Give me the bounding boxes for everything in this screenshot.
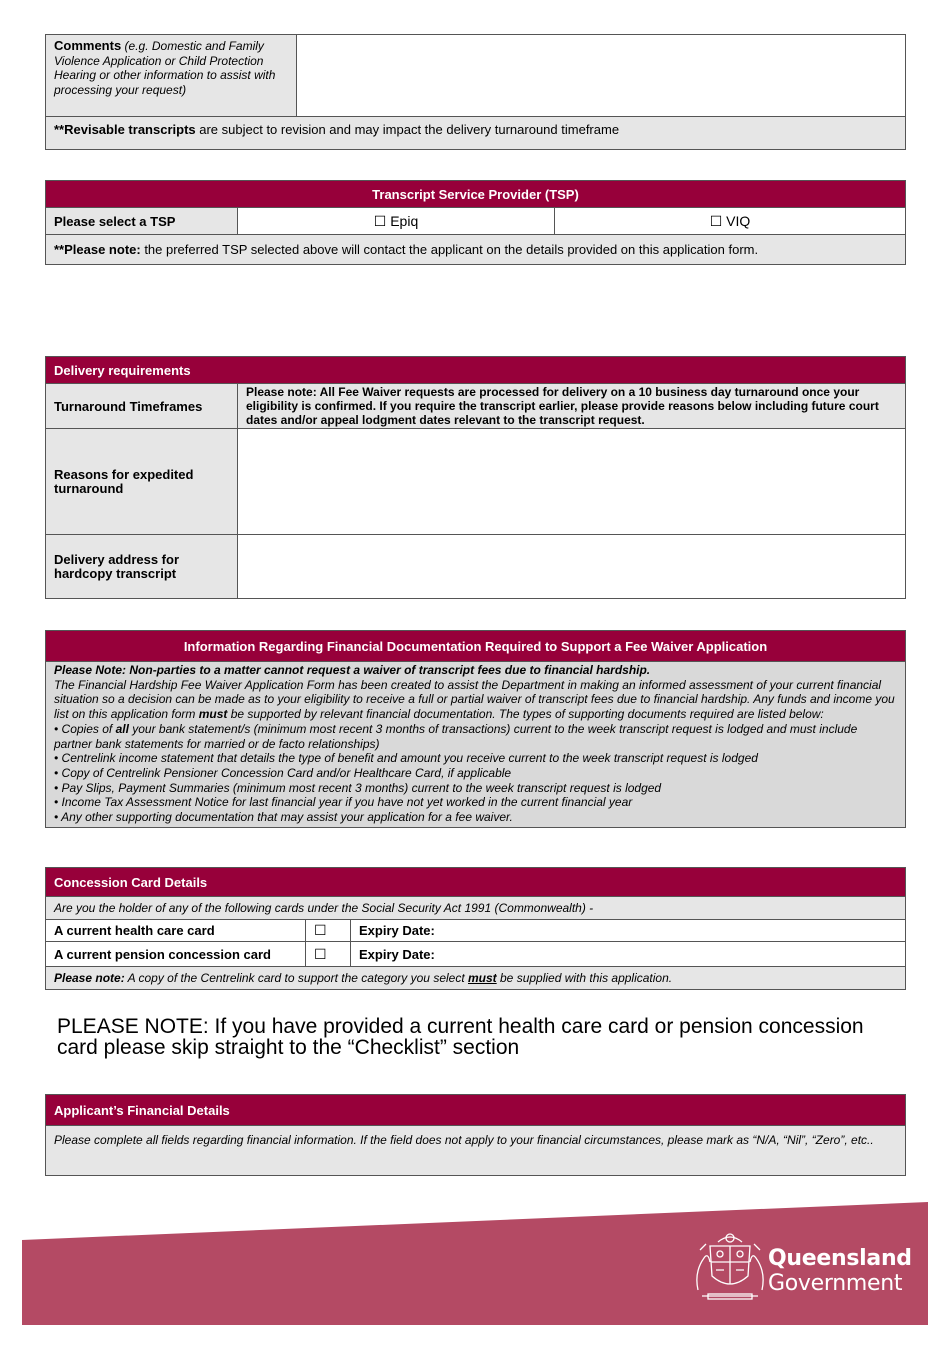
turnaround-note: Please note: All Fee Waiver requests are processed for delivery on a 10 business day turnaround once your eligibility is confirmed. If you require the transcript earlier, please provide reasons below including future court dates and/or appeal lodgment dates relevant to the transcript request. bbox=[238, 384, 906, 429]
concession-note bbox=[46, 967, 906, 990]
applicant-financial-instructions: Please complete all fields regarding financial information. If the field does not apply to your financial circumstances, please mark as “N/A, “Nil”, “Zero”, etc.. bbox=[46, 1126, 906, 1176]
qld-brand bbox=[768, 1246, 912, 1296]
info-bullet: • Any other supporting documentation that may assist your application for a fee waiver. bbox=[54, 810, 513, 825]
concession-table bbox=[45, 867, 906, 990]
applicant-financial-header: Applicant’s Financial Details bbox=[46, 1095, 906, 1126]
revisable-note bbox=[46, 117, 906, 150]
info-paragraph bbox=[54, 678, 897, 722]
concession-note-must: must bbox=[468, 971, 497, 985]
info-bullet-1a: • Copies of bbox=[54, 721, 116, 736]
skip-to-checklist-note: PLEASE NOTE: If you have provided a current health care card or pension concession card please skip straight to the “Checklist” section bbox=[57, 1015, 864, 1059]
comments-input[interactable] bbox=[297, 35, 906, 117]
delivery-table bbox=[45, 356, 906, 599]
comments-hint: (e.g. Domestic and Family Violence Application or Child Protection Hearing or other information to assist with processing your request) bbox=[54, 39, 276, 97]
reasons-label: Reasons for expedited turnaround bbox=[46, 429, 238, 535]
info-paragraph-a: The Financial Hardship Fee Waiver Application Form has been created to assist the Department in making an informed assessment of your current financial situation so a decision can be made as to your eligibility to receive a full or partial waiver of transcript fees due to financial hardship. Any funds and income you list on this application form bbox=[54, 677, 895, 722]
health-card-label: A current health care card bbox=[46, 920, 306, 942]
address-input[interactable] bbox=[238, 535, 906, 599]
health-card-checkbox[interactable]: ☐ bbox=[306, 920, 351, 942]
tsp-header: Transcript Service Provider (TSP) bbox=[46, 181, 906, 208]
tsp-option-viq[interactable]: ☐ VIQ bbox=[555, 208, 906, 235]
pension-card-label: A current pension concession card bbox=[46, 942, 306, 967]
info-paragraph-must: must bbox=[198, 707, 228, 722]
tsp-option-epiq[interactable]: ☐ Epiq bbox=[238, 208, 555, 235]
reasons-input[interactable] bbox=[238, 429, 906, 535]
pension-card-checkbox[interactable]: ☐ bbox=[306, 942, 351, 967]
revisable-note-bold: **Revisable transcripts bbox=[54, 122, 196, 137]
info-paragraph-b: be supported by relevant financial documentation. The types of supporting documents required are listed below: bbox=[227, 707, 824, 722]
financial-info-table bbox=[45, 630, 906, 828]
qld-brand-line2: Government bbox=[768, 1271, 903, 1296]
info-bullet: • Income Tax Assessment Notice for last financial year if you have not yet worked in the current financial year bbox=[54, 795, 633, 810]
info-bullet bbox=[54, 722, 897, 751]
tsp-note-bold: **Please note: bbox=[54, 242, 141, 257]
non-parties-note: Please Note: Non-parties to a matter cannot request a waiver of transcript fees due to financial hardship. bbox=[54, 663, 651, 677]
comments-label: Comments bbox=[54, 38, 122, 53]
health-card-expiry[interactable]: Expiry Date: bbox=[351, 920, 906, 942]
financial-info-body bbox=[46, 662, 906, 828]
address-label: Delivery address for hardcopy transcript bbox=[46, 535, 238, 599]
turnaround-label: Turnaround Timeframes bbox=[46, 384, 238, 429]
comments-label-cell bbox=[46, 35, 297, 117]
concession-note-a: A copy of the Centrelink card to support the category you select bbox=[124, 971, 468, 985]
delivery-header: Delivery requirements bbox=[46, 357, 906, 384]
comments-table bbox=[45, 34, 906, 150]
applicant-financial-table bbox=[45, 1094, 906, 1176]
info-bullet-1b: your bank statement/s (minimum most recent 3 months of transactions) current to the week transcript request is lodged and must include partner bank statements for married or de facto relationships) bbox=[54, 721, 858, 751]
tsp-table bbox=[45, 180, 906, 265]
qld-brand-line1: Queensland bbox=[768, 1246, 912, 1271]
concession-header: Concession Card Details bbox=[46, 868, 906, 897]
info-bullet: • Centrelink income statement that details the type of benefit and amount you receive current to the week transcript request is lodged bbox=[54, 751, 758, 766]
tsp-note-text: the preferred TSP selected above will contact the applicant on the details provided on this application form. bbox=[140, 242, 759, 257]
pension-card-expiry[interactable]: Expiry Date: bbox=[351, 942, 906, 967]
tsp-select-label: Please select a TSP bbox=[46, 208, 238, 235]
concession-question: Are you the holder of any of the following cards under the Social Security Act 1991 (Commonwealth) - bbox=[46, 897, 906, 920]
concession-note-b: be supplied with this application. bbox=[496, 971, 673, 985]
revisable-note-text: are subject to revision and may impact the delivery turnaround timeframe bbox=[195, 122, 620, 137]
financial-info-header: Information Regarding Financial Documentation Required to Support a Fee Waiver Application bbox=[46, 631, 906, 662]
concession-note-bold: Please note: bbox=[54, 971, 125, 985]
info-bullet: • Pay Slips, Payment Summaries (minimum most recent 3 months) current to the week transcript request is lodged bbox=[54, 780, 662, 795]
tsp-note bbox=[46, 235, 906, 265]
info-bullet: • Copy of Centrelink Pensioner Concession Card and/or Healthcare Card, if applicable bbox=[54, 765, 512, 780]
info-bullet-1-all: all bbox=[115, 721, 129, 736]
